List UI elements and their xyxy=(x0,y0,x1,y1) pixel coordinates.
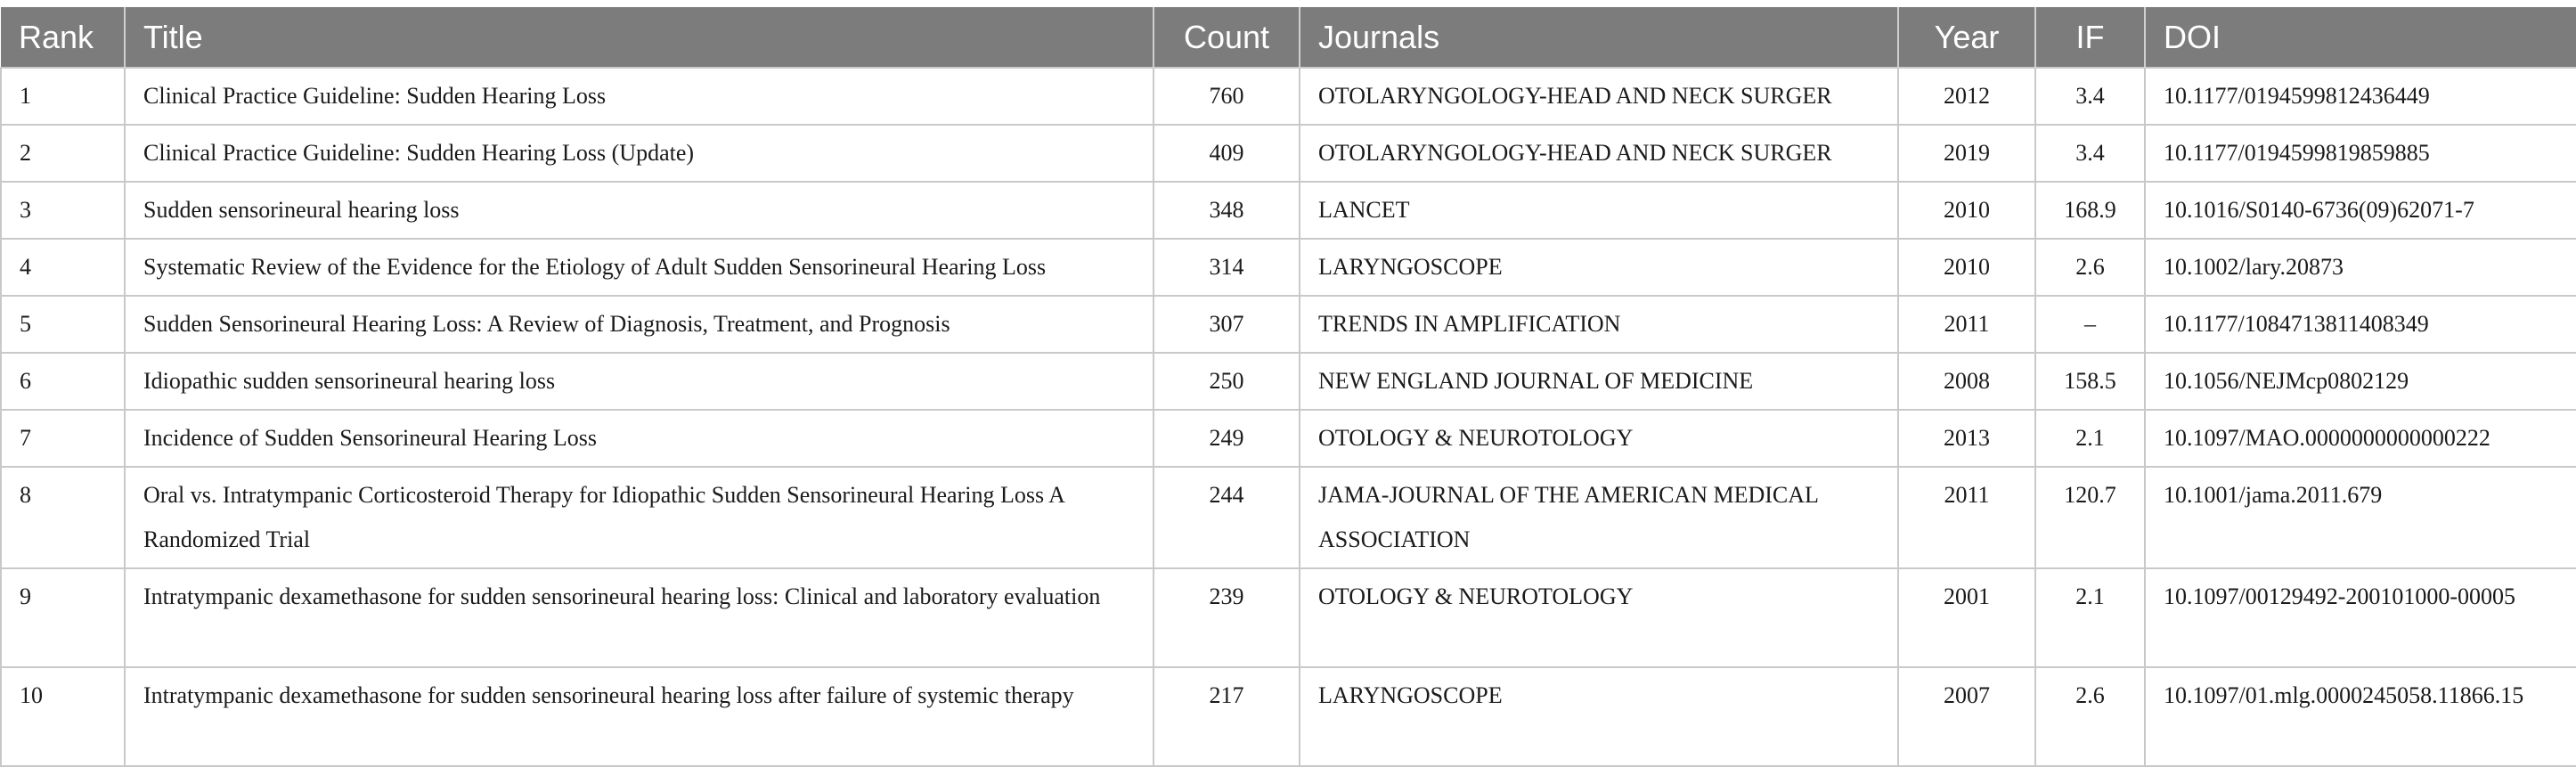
header-title: Title xyxy=(125,7,1153,68)
cell-count: 348 xyxy=(1153,182,1300,239)
cell-year: 2019 xyxy=(1898,125,2035,182)
cell-title: Clinical Practice Guideline: Sudden Hearing Loss (Update) xyxy=(125,125,1153,182)
cell-title: Intratympanic dexamethasone for sudden sensorineural hearing loss: Clinical and laboratory evaluation xyxy=(125,568,1153,667)
cell-count: 217 xyxy=(1153,667,1300,766)
cell-journal: OTOLARYNGOLOGY-HEAD AND NECK SURGER xyxy=(1300,125,1898,182)
table-row xyxy=(1,296,2576,353)
cell-if: 2.1 xyxy=(2035,568,2145,667)
table-body xyxy=(1,68,2576,766)
cell-if: 3.4 xyxy=(2035,125,2145,182)
cell-title: Sudden sensorineural hearing loss xyxy=(125,182,1153,239)
cell-doi: 10.1177/1084713811408349 xyxy=(2145,296,2576,353)
cell-journal: JAMA-JOURNAL OF THE AMERICAN MEDICAL ASSOCIATION xyxy=(1300,467,1898,568)
table-header xyxy=(1,7,2576,68)
cell-doi: 10.1056/NEJMcp0802129 xyxy=(2145,353,2576,410)
cell-year: 2007 xyxy=(1898,667,2035,766)
table-row xyxy=(1,410,2576,467)
cell-if: 2.6 xyxy=(2035,239,2145,296)
cell-rank: 1 xyxy=(1,68,125,125)
table-row xyxy=(1,353,2576,410)
cell-count: 249 xyxy=(1153,410,1300,467)
table-row xyxy=(1,239,2576,296)
cell-doi: 10.1002/lary.20873 xyxy=(2145,239,2576,296)
cell-title: Sudden Sensorineural Hearing Loss: A Review of Diagnosis, Treatment, and Prognosis xyxy=(125,296,1153,353)
cell-title: Clinical Practice Guideline: Sudden Hearing Loss xyxy=(125,68,1153,125)
header-doi: DOI xyxy=(2145,7,2576,68)
cell-title: Intratympanic dexamethasone for sudden sensorineural hearing loss after failure of systemic therapy xyxy=(125,667,1153,766)
cell-journal: OTOLOGY & NEUROTOLOGY xyxy=(1300,410,1898,467)
cell-doi: 10.1097/00129492-200101000-00005 xyxy=(2145,568,2576,667)
cell-year: 2013 xyxy=(1898,410,2035,467)
cell-year: 2008 xyxy=(1898,353,2035,410)
header-if: IF xyxy=(2035,7,2145,68)
table-row xyxy=(1,467,2576,568)
cell-count: 250 xyxy=(1153,353,1300,410)
cell-rank: 6 xyxy=(1,353,125,410)
cell-count: 244 xyxy=(1153,467,1300,568)
cell-rank: 10 xyxy=(1,667,125,766)
cell-year: 2001 xyxy=(1898,568,2035,667)
cell-count: 239 xyxy=(1153,568,1300,667)
cell-journal: OTOLOGY & NEUROTOLOGY xyxy=(1300,568,1898,667)
cell-count: 314 xyxy=(1153,239,1300,296)
cell-journal: LARYNGOSCOPE xyxy=(1300,239,1898,296)
cell-if: 120.7 xyxy=(2035,467,2145,568)
header-year: Year xyxy=(1898,7,2035,68)
cell-year: 2012 xyxy=(1898,68,2035,125)
cell-journal: OTOLARYNGOLOGY-HEAD AND NECK SURGER xyxy=(1300,68,1898,125)
cell-count: 409 xyxy=(1153,125,1300,182)
cell-year: 2011 xyxy=(1898,467,2035,568)
table-row xyxy=(1,125,2576,182)
cell-year: 2011 xyxy=(1898,296,2035,353)
cell-rank: 4 xyxy=(1,239,125,296)
header-rank: Rank xyxy=(1,7,125,68)
cell-if: – xyxy=(2035,296,2145,353)
cell-rank: 9 xyxy=(1,568,125,667)
cell-title: Incidence of Sudden Sensorineural Hearing Loss xyxy=(125,410,1153,467)
table-row xyxy=(1,667,2576,766)
header-count: Count xyxy=(1153,7,1300,68)
cell-title: Systematic Review of the Evidence for the Etiology of Adult Sudden Sensorineural Hearing Loss xyxy=(125,239,1153,296)
cell-journal: NEW ENGLAND JOURNAL OF MEDICINE xyxy=(1300,353,1898,410)
cell-if: 3.4 xyxy=(2035,68,2145,125)
cell-doi: 10.1177/0194599819859885 xyxy=(2145,125,2576,182)
cell-journal: LANCET xyxy=(1300,182,1898,239)
cell-journal: TRENDS IN AMPLIFICATION xyxy=(1300,296,1898,353)
cell-doi: 10.1001/jama.2011.679 xyxy=(2145,467,2576,568)
header-journals: Journals xyxy=(1300,7,1898,68)
cell-count: 307 xyxy=(1153,296,1300,353)
cell-rank: 2 xyxy=(1,125,125,182)
cell-journal: LARYNGOSCOPE xyxy=(1300,667,1898,766)
header-row xyxy=(1,7,2576,68)
cell-title: Idiopathic sudden sensorineural hearing loss xyxy=(125,353,1153,410)
cell-if: 158.5 xyxy=(2035,353,2145,410)
table-row xyxy=(1,68,2576,125)
articles-table xyxy=(0,7,2576,767)
cell-doi: 10.1097/01.mlg.0000245058.11866.15 xyxy=(2145,667,2576,766)
cell-if: 168.9 xyxy=(2035,182,2145,239)
cell-count: 760 xyxy=(1153,68,1300,125)
cell-rank: 3 xyxy=(1,182,125,239)
cell-year: 2010 xyxy=(1898,182,2035,239)
cell-title: Oral vs. Intratympanic Corticosteroid Therapy for Idiopathic Sudden Sensorineural Hearing Loss A Randomized Trial xyxy=(125,467,1153,568)
cell-rank: 7 xyxy=(1,410,125,467)
cell-doi: 10.1177/0194599812436449 xyxy=(2145,68,2576,125)
cell-rank: 8 xyxy=(1,467,125,568)
cell-if: 2.1 xyxy=(2035,410,2145,467)
table-row xyxy=(1,568,2576,667)
cell-doi: 10.1016/S0140-6736(09)62071-7 xyxy=(2145,182,2576,239)
cell-rank: 5 xyxy=(1,296,125,353)
cell-year: 2010 xyxy=(1898,239,2035,296)
table-row xyxy=(1,182,2576,239)
cell-if: 2.6 xyxy=(2035,667,2145,766)
cell-doi: 10.1097/MAO.0000000000000222 xyxy=(2145,410,2576,467)
